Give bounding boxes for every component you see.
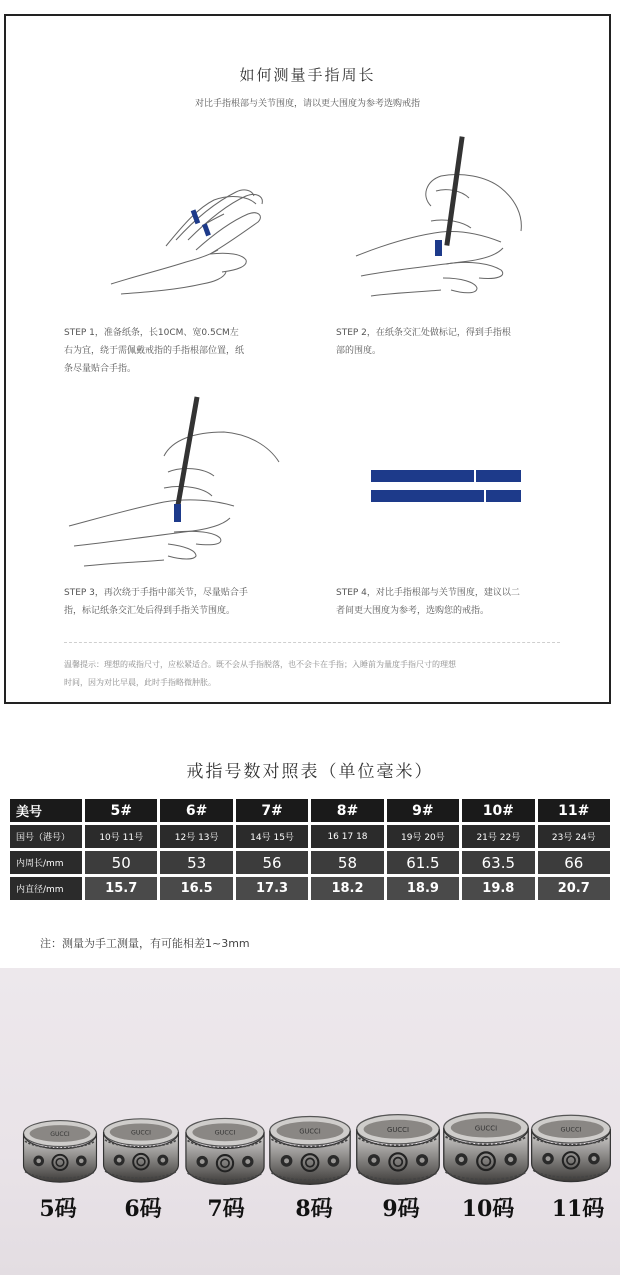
table-cell: 10# bbox=[462, 799, 534, 822]
table-cell: 58 bbox=[311, 851, 383, 874]
table-cell: 16.5 bbox=[160, 877, 232, 900]
step-2-text: STEP 2，在纸条交汇处做标记，得到手指根 部的围度。 bbox=[336, 328, 511, 356]
row-label: 内周长/mm bbox=[10, 851, 82, 874]
ring-label: 6码 bbox=[124, 1196, 162, 1222]
table-cell: 66 bbox=[538, 851, 610, 874]
ring-image bbox=[102, 1116, 180, 1184]
guide-title: 如何测量手指周长 bbox=[239, 66, 376, 84]
row-label: 国号（港号） bbox=[10, 825, 82, 848]
hand-illustration-step2 bbox=[351, 136, 531, 311]
ring-engraving: GUCCI bbox=[50, 1130, 70, 1138]
table-cell: 16 17 18 bbox=[311, 825, 383, 848]
ring-image bbox=[530, 1108, 612, 1188]
step-1-text: STEP 1，准备纸条，长10CM、宽0.5CM左 右为宜，绕于需佩戴戒指的手指根部位置，纸 条尽量贴合手指。 bbox=[64, 328, 245, 374]
paper-strips-illustration bbox=[371, 468, 521, 508]
table-cell: 9# bbox=[387, 799, 459, 822]
ring-image bbox=[355, 1112, 441, 1186]
ring-engraving: GUCCI bbox=[387, 1125, 409, 1134]
row-label: 美号 bbox=[10, 799, 82, 822]
table-cell: 63.5 bbox=[462, 851, 534, 874]
step-4-text: STEP 4，对比手指根部与关节围度，建议以二 者间更大围度为参考，选购您的戒指。 bbox=[336, 588, 520, 616]
ring-engraving: GUCCI bbox=[299, 1127, 321, 1136]
table-cell: 5# bbox=[85, 799, 157, 822]
table-row bbox=[10, 851, 610, 874]
table-cell: 15.7 bbox=[85, 877, 157, 900]
table-row bbox=[10, 825, 610, 848]
table-cell: 17.3 bbox=[236, 877, 308, 900]
table-cell: 6# bbox=[160, 799, 232, 822]
ring-size-table bbox=[7, 796, 613, 903]
ring-engraving: GUCCI bbox=[131, 1129, 151, 1137]
divider bbox=[64, 642, 560, 643]
table-row bbox=[10, 877, 610, 900]
ring-label: 10码 bbox=[461, 1196, 515, 1222]
table-cell: 61.5 bbox=[387, 851, 459, 874]
table-row bbox=[10, 799, 610, 822]
guide-subtitle: 对比手指根部与关节围度，请以更大围度为参考选购戒指 bbox=[194, 99, 420, 109]
table-cell: 18.2 bbox=[311, 877, 383, 900]
table-cell: 21号 22号 bbox=[462, 825, 534, 848]
table-cell: 18.9 bbox=[387, 877, 459, 900]
ring-label: 8码 bbox=[295, 1196, 333, 1222]
table-cell: 19.8 bbox=[462, 877, 534, 900]
ring-image bbox=[268, 1114, 352, 1186]
row-label: 内直径/mm bbox=[10, 877, 82, 900]
table-cell: 19号 20号 bbox=[387, 825, 459, 848]
measurement-guide-card bbox=[4, 14, 611, 704]
ring-label: 7码 bbox=[207, 1196, 245, 1222]
table-cell: 7# bbox=[236, 799, 308, 822]
table-cell: 50 bbox=[85, 851, 157, 874]
ring-label: 11码 bbox=[551, 1196, 605, 1222]
table-cell: 8# bbox=[311, 799, 383, 822]
ring-image bbox=[22, 1118, 98, 1184]
table-cell: 10号 11号 bbox=[85, 825, 157, 848]
step-3-text: STEP 3，再次绕于手指中部关节，尽量贴合手 指，标记纸条交汇处后得到手指关节围度。 bbox=[64, 588, 248, 616]
ring-photo bbox=[0, 968, 620, 1275]
ring-image bbox=[184, 1116, 266, 1186]
hand-illustration-step1 bbox=[106, 166, 296, 306]
ring-label: 9码 bbox=[382, 1196, 420, 1222]
ring-label: 5码 bbox=[39, 1196, 77, 1222]
table-cell: 23号 24号 bbox=[538, 825, 610, 848]
ring-engraving: GUCCI bbox=[560, 1125, 582, 1134]
table-cell: 56 bbox=[236, 851, 308, 874]
table-cell: 14号 15号 bbox=[236, 825, 308, 848]
table-cell: 20.7 bbox=[538, 877, 610, 900]
tip-text: 温馨提示：理想的戒指尺寸，应松紧适合。既不会从手指脱落，也不会卡在手指；入睡前为量度手指尺寸的理想 时间，因为对比早晨，此时手指略微肿胀。 bbox=[64, 660, 456, 687]
ring-engraving: GUCCI bbox=[214, 1128, 236, 1137]
hand-illustration-step3 bbox=[64, 396, 284, 576]
measurement-note: 注：测量为手工测量，有可能相差1~3mm bbox=[40, 937, 250, 950]
ring-engraving: GUCCI bbox=[474, 1123, 498, 1133]
table-cell: 53 bbox=[160, 851, 232, 874]
table-cell: 12号 13号 bbox=[160, 825, 232, 848]
ring-image bbox=[442, 1110, 530, 1186]
size-table-title: 戒指号数对照表（单位毫米） bbox=[186, 762, 434, 782]
table-cell: 11# bbox=[538, 799, 610, 822]
